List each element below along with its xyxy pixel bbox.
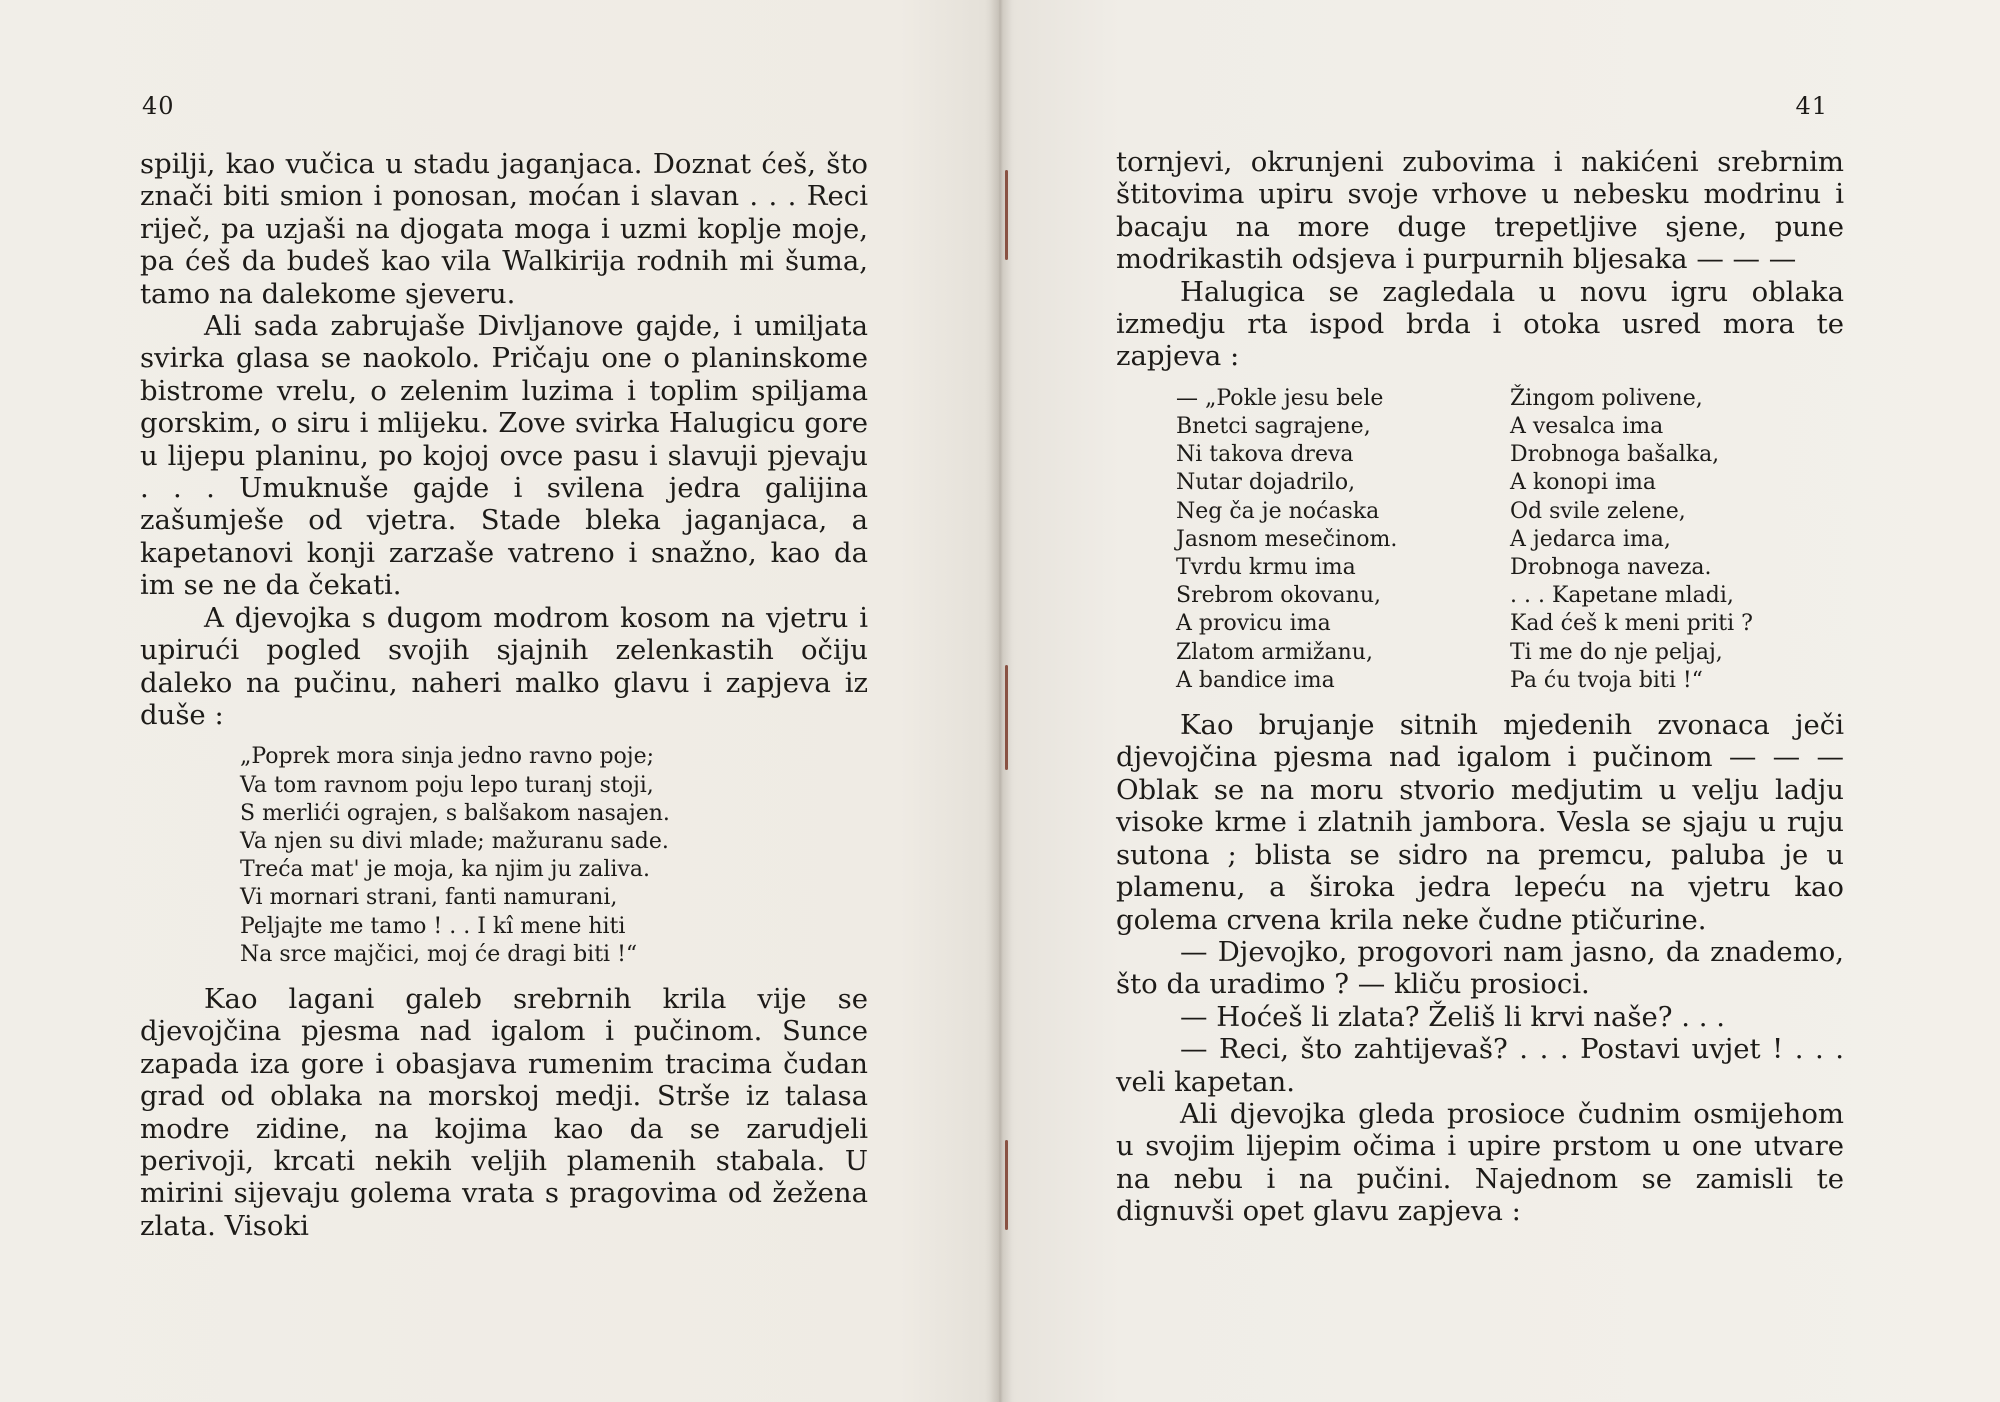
paragraph: Ali sada zabrujaše Divljanove gajde, i umiljata svirka glasa se naokolo. Pričaju one o planinskome bistrome vrelu, o zelenim luzima i toplim spiljama gorskim, o siru i mlijeku. Zove svirka Halugicu gore u lijepu planinu, po kojoj ovce pasu i slavuji pjevaju . . . Umuknuše gajde i svilena jedra galijina zašumješe od vjetra. Stade bleka jaganjaca, a kapetanovi konji zarzaše vatreno i snažno, kao da im se ne da čekati. — [140, 310, 868, 602]
paragraph: Kao lagani galeb srebrnih krila vije se djevojčina pjesma nad igalom i pučinom. Sunce zapada iza gore i obasjava rumenim tracima čudan grad od oblaka na morskoj medji. Strše iz talasa modre zidine, na kojima kao da se zarudjeli perivoji, krcati nekih veljih plamenih stabala. U mirini sijevaju golema vrata s pragovima od žežena zlata. Visoki — [140, 982, 868, 1242]
poem-line: — „Pokle jesu bele — [1176, 385, 1384, 411]
poem-two-columns — [1116, 385, 1844, 695]
poem-line: Nutar dojadrilo, — [1176, 470, 1356, 496]
poem-line: A vesalca ima — [1510, 414, 1664, 440]
poem-line: Ni takova dreva — [1176, 442, 1354, 468]
poem-line: Jasnom mesečinom. — [1176, 526, 1398, 552]
poem-column-left — [1176, 385, 1510, 695]
left-page — [0, 0, 996, 1402]
right-page — [1004, 0, 2000, 1402]
left-page-text — [140, 148, 868, 1242]
paragraph: spilji, kao vučica u stadu jaganjaca. Doznat ćeš, što znači biti smion i ponosan, moćan i slavan . . . Reci riječ, pa uzjaši na djogata moga i uzmi koplje moje, pa ćeš da budeš kao vila Walkirija rodnih mi šuma, tamo na dalekome sjeveru. — [140, 148, 868, 310]
page-number-right: 41 — [1795, 92, 1828, 120]
poem-line: Ti me do nje peljaj, — [1510, 639, 1723, 665]
poem-line: A jedarca ima, — [1510, 526, 1671, 552]
poem-line: Bnetci sagrajene, — [1176, 414, 1371, 440]
poem-line: S merlići ograjen, s balšakom nasajen. — [240, 800, 670, 826]
poem-line: Srebrom okovanu, — [1176, 583, 1382, 609]
poem-line: Neg ča je noćaska — [1176, 498, 1380, 524]
poem-line: „Poprek mora sinja jedno ravno poje; — [240, 744, 655, 770]
poem-line: Od svile zelene, — [1510, 498, 1686, 524]
paragraph: Halugica se zagledala u novu igru oblaka izmedju rta ispod brda i otoka usred mora te zapjeva : — [1116, 275, 1844, 373]
poem-line: Treća mat' je moja, ka njim ju zaliva. — [240, 857, 650, 883]
paragraph: — Djevojko, progovori nam jasno, da znademo, što da uradimo ? — kliču prosioci. — [1116, 935, 1844, 1001]
paragraph: — Reci, što zahtijevaš? . . . Postavi uvjet ! . . . veli kapetan. — [1116, 1033, 1844, 1098]
poem-line: Va tom ravnom poju lepo turanj stoji, — [240, 772, 654, 798]
poem-stanza — [140, 743, 868, 969]
poem-line: Žingom polivene, — [1510, 385, 1703, 411]
paragraph: Ali djevojka gleda prosioce čudnim osmijehom u svojim lijepim očima i upire prstom u one utvare na nebu i na pučini. Najednom se zamisli te dignuvši opet glavu zapjeva : — [1116, 1097, 1844, 1228]
poem-line: Drobnoga bašalka, — [1510, 442, 1720, 468]
poem-line: Tvrdu krmu ima — [1176, 555, 1356, 581]
poem-column-right — [1510, 385, 1844, 695]
poem-line: A bandice ima — [1176, 667, 1335, 693]
poem-line: A konopi ima — [1510, 470, 1656, 496]
poem-line: A provicu ima — [1176, 611, 1331, 637]
poem-line: Kad ćeš k meni priti ? — [1510, 611, 1753, 637]
poem-line: Vi mornari strani, fanti namurani, — [240, 885, 618, 911]
page-number-left: 40 — [142, 92, 175, 120]
paragraph: Kao brujanje sitnih mjedenih zvonaca ječi djevojčina pjesma nad igalom i pučinom — — — Oblak se na moru stvorio medjutim u velju ladju visoke krme i zlatnih jambora. Vesla se sjaju u ruju sutona ; blista se sidro na premcu, paluba je u plamenu, a široka jedra lepeću na vjetru kao golema crvena krila neke čudne ptičurine. — [1116, 709, 1844, 936]
poem-line: Pa ću tvoja biti !“ — [1510, 667, 1703, 693]
right-page-text — [1116, 146, 1844, 1228]
paragraph: tornjevi, okrunjeni zubovima i nakićeni srebrnim štitovima upiru svoje vrhove u nebesku modrinu i bacaju na more duge trepetljive sjene, pune modrikastih odsjeva i purpurnih bljesaka — — — — [1116, 146, 1844, 276]
poem-line: . . . Kapetane mladi, — [1510, 583, 1734, 609]
paragraph: A djevojka s dugom modrom kosom na vjetru i upirući pogled svojih sjajnih zelenkastih očiju daleko na pučinu, naheri malko glavu i zapjeva iz duše : — [140, 601, 868, 731]
poem-line: Peljajte me tamo ! . . I kî mene hiti — [240, 913, 626, 939]
poem-line: Zlatom armižanu, — [1176, 639, 1373, 665]
poem-line: Va njen su divi mlade; mažuranu sade. — [240, 828, 669, 854]
paragraph: — Hoćeš li zlata? Želiš li krvi naše? . . . — [1180, 1000, 1725, 1033]
poem-line: Drobnoga naveza. — [1510, 555, 1712, 581]
poem-line: Na srce majčici, moj će dragi biti !“ — [240, 941, 638, 967]
